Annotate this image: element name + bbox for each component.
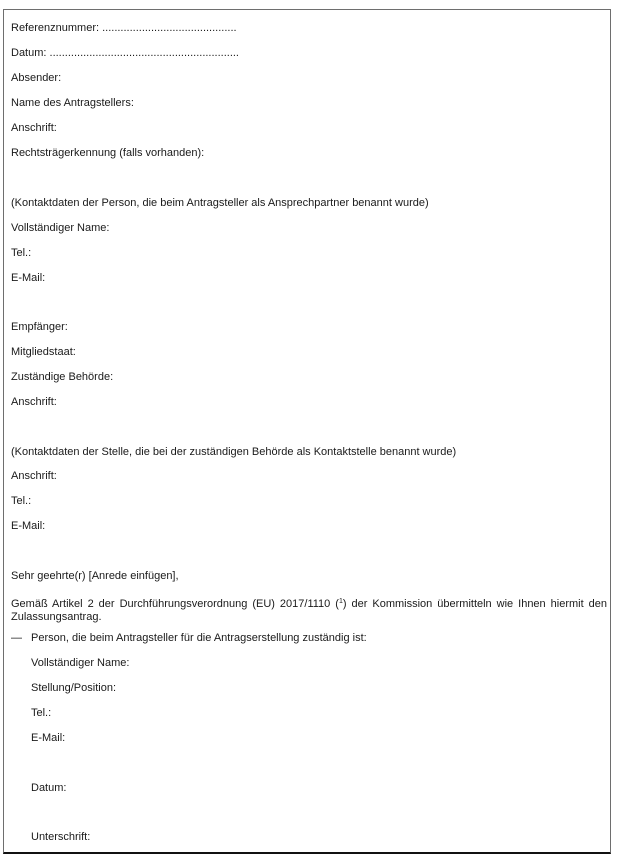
signature-label: Unterschrift: <box>31 831 91 843</box>
document-frame <box>3 9 611 854</box>
recipient-contact-tel-label: Tel.: <box>11 495 32 507</box>
member-state-label: Mitgliedstaat: <box>11 346 76 358</box>
applicant-name-label: Name des Antragstellers: <box>11 97 134 109</box>
sender-contact-name-label: Vollständiger Name: <box>11 222 110 234</box>
body-text-end: ) der Kommission übermitteln wie Ihnen hiermit den Zulassungsantrag. <box>11 598 607 623</box>
sender-address-label: Anschrift: <box>11 122 57 134</box>
sender-contact-email-label: E-Mail: <box>11 272 46 284</box>
responsible-email-label: E-Mail: <box>31 732 66 744</box>
recipient-address-label: Anschrift: <box>11 396 57 408</box>
recipient-label: Empfänger: <box>11 321 68 333</box>
body-paragraph <box>11 595 607 624</box>
list-dash: — <box>11 632 22 644</box>
reference-number-field: Referenznummer: ............................................ <box>11 22 237 34</box>
footnote-marker: 1 <box>338 598 343 605</box>
recipient-contact-address-label: Anschrift: <box>11 470 57 482</box>
salutation: Sehr geehrte(r) [Anrede einfügen], <box>11 570 179 582</box>
date-field: Datum: .............................................................. <box>11 47 239 59</box>
recipient-contact-email-label: E-Mail: <box>11 520 46 532</box>
authority-label: Zuständige Behörde: <box>11 371 114 383</box>
responsible-person-heading: Person, die beim Antragsteller für die Antragserstellung zuständig ist: <box>31 632 367 644</box>
sender-label: Absender: <box>11 72 62 84</box>
sender-contact-tel-label: Tel.: <box>11 247 32 259</box>
lei-label: Rechtsträgerkennung (falls vorhanden): <box>11 147 205 159</box>
responsible-name-label: Vollständiger Name: <box>31 657 130 669</box>
responsible-tel-label: Tel.: <box>31 707 52 719</box>
sender-contact-note: (Kontaktdaten der Person, die beim Antragsteller als Ansprechpartner benannt wurde) <box>11 197 429 209</box>
responsible-date-label: Datum: <box>31 782 67 794</box>
recipient-contact-note: (Kontaktdaten der Stelle, die bei der zuständigen Behörde als Kontaktstelle benannt wurde) <box>11 446 457 458</box>
body-text-start: Gemäß Artikel 2 der Durchführungsverordnung (EU) 2017/1110 ( <box>11 598 339 610</box>
responsible-position-label: Stellung/Position: <box>31 682 116 694</box>
